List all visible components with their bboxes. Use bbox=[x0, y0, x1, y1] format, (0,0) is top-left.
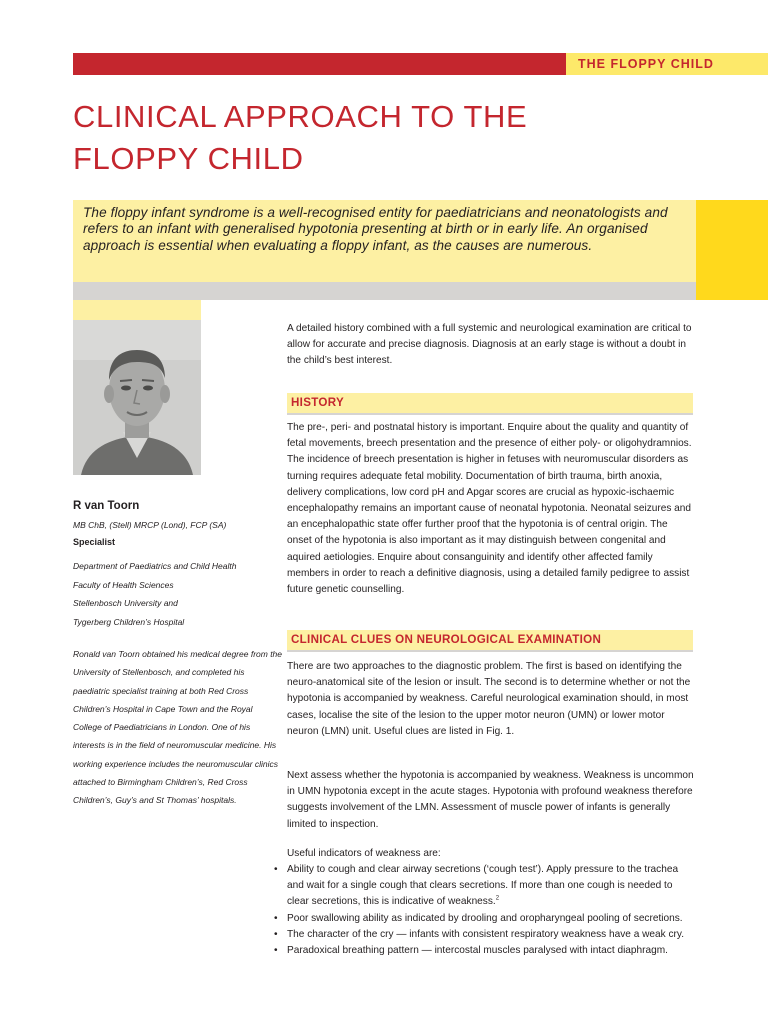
title-line-2: FLOPPY CHILD bbox=[73, 141, 304, 176]
clinical-paragraph-2: Next assess whether the hypotonia is accompanied by weakness. Weakness is uncommon in UMN hypotonia except in the acute stages. Hypotonia with profound weakness therefore suggests involvement of the LMN. Assessment of muscle power of infants is generally limited to inspection. bbox=[287, 770, 694, 830]
author-affiliation bbox=[73, 557, 278, 631]
list-item bbox=[272, 911, 696, 927]
list-item-text: Paradoxical breathing pattern — intercostal muscles paralysed with intact diaphragm. bbox=[287, 945, 668, 957]
author-name: R van Toorn bbox=[73, 500, 140, 512]
section-tag: THE FLOPPY CHILD bbox=[566, 53, 768, 75]
author-bio: Ronald van Toorn obtained his medical degree from the University of Stellenbosch, and completed his paediatric specialist training at both Red Cross Children’s Hospital in Cape Town and the Royal College of Paediatricians in London. One of his interests is in the field of neuromuscular medicine. His working experience includes the neuromuscular clinics attached to Birmingham Children’s, Red Cross Children’s, Guy’s and St Thomas’ hospitals. bbox=[73, 649, 283, 806]
list-item bbox=[272, 927, 696, 943]
abstract-text: The floppy infant syndrome is a well-recognised entity for paediatricians and neonatologists and refers to an infant with generalised hypotonia presenting at birth or in early life. An organised approach is essential when evaluating a floppy infant, as the causes are numerous. bbox=[83, 205, 668, 253]
weakness-indicators-list bbox=[272, 862, 696, 959]
history-paragraph: The pre-, peri- and postnatal history is important. Enquire about the quality and quantity of fetal movements, breech presentation and the presence of either poly- or oligohydramnios. The incidence of breech presentation is higher in fetuses with neuromuscular disorders as turning requires adequate fetal mobility. Documentation of birth trauma, birth anoxia, delivery complications, low cord pH and Apgar scores are crucial as hypoxic-ischaemic encephalopathy remains an important cause of neonatal hypotonia. Neonatal seizures and an encephalopathic state offer further proof that the hypotonia is of central origin. The onset of the hypotonia is also important as it may distinguish between congenital and aquired aetiologies. Enquire about consanguinity and identify other affected family members in order to reach a definitive diagnosis, using a detailed family pedigree to assist future genetic counselling. bbox=[287, 422, 692, 596]
footnote-ref: 2 bbox=[495, 896, 500, 903]
weakness-indicators-intro: Useful indicators of weakness are: bbox=[287, 848, 441, 859]
author-photo bbox=[73, 320, 201, 475]
affiliation-line: Department of Paediatrics and Child Health bbox=[73, 561, 237, 571]
list-item-text: The character of the cry — infants with consistent respiratory weakness have a weak cry. bbox=[287, 928, 685, 940]
clinical-heading: CLINICAL CLUES ON NEUROLOGICAL EXAMINATION bbox=[287, 630, 693, 650]
list-item-text: Poor swallowing ability as indicated by drooling and oropharyngeal pooling of secretions. bbox=[287, 912, 683, 924]
grey-divider-bar bbox=[73, 282, 696, 300]
list-item bbox=[272, 943, 696, 959]
author-credentials: MB ChB, (Stell) MRCP (Lond), FCP (SA) bbox=[73, 520, 227, 530]
clinical-heading-rule bbox=[287, 650, 693, 652]
page-title bbox=[73, 96, 673, 180]
yellow-side-block bbox=[696, 200, 768, 300]
title-line-1: CLINICAL APPROACH TO THE bbox=[73, 99, 528, 134]
author-portrait-image bbox=[73, 320, 201, 475]
clinical-paragraph-1: There are two approaches to the diagnostic problem. The first is based on identifying the neuro-anatomical site of the lesion or insult. The second is to determine whether or not the hypotonia is accompanied by weakness. Careful neurological examination should, in most cases, localise the site of the lesion to the upper motor neuron (UMN) or lower motor neuron (LMN) unit. Useful clues are listed in Fig. 1. bbox=[287, 661, 691, 737]
history-heading: HISTORY bbox=[287, 393, 693, 413]
list-item bbox=[272, 862, 696, 911]
affiliation-line: Faculty of Health Sciences bbox=[73, 579, 174, 590]
history-heading-rule bbox=[287, 413, 693, 415]
author-role: Specialist bbox=[73, 537, 116, 547]
photo-yellow-strip bbox=[73, 300, 201, 320]
affiliation-line: Tygerberg Children’s Hospital bbox=[73, 616, 185, 627]
affiliation-line: Stellenbosch University and bbox=[73, 598, 178, 608]
intro-paragraph: A detailed history combined with a full systemic and neurological examination are critical to allow for accurate and precise diagnosis. Diagnosis at an early stage is without a doubt in the child’s best interest. bbox=[287, 323, 692, 367]
list-item-text: Ability to cough and clear airway secretions (‘cough test’). Apply pressure to the trachea and wait for a single cough that clears secretions. If more than one cough is needed to clear secretions, this is indicative of weakness. bbox=[287, 864, 679, 908]
